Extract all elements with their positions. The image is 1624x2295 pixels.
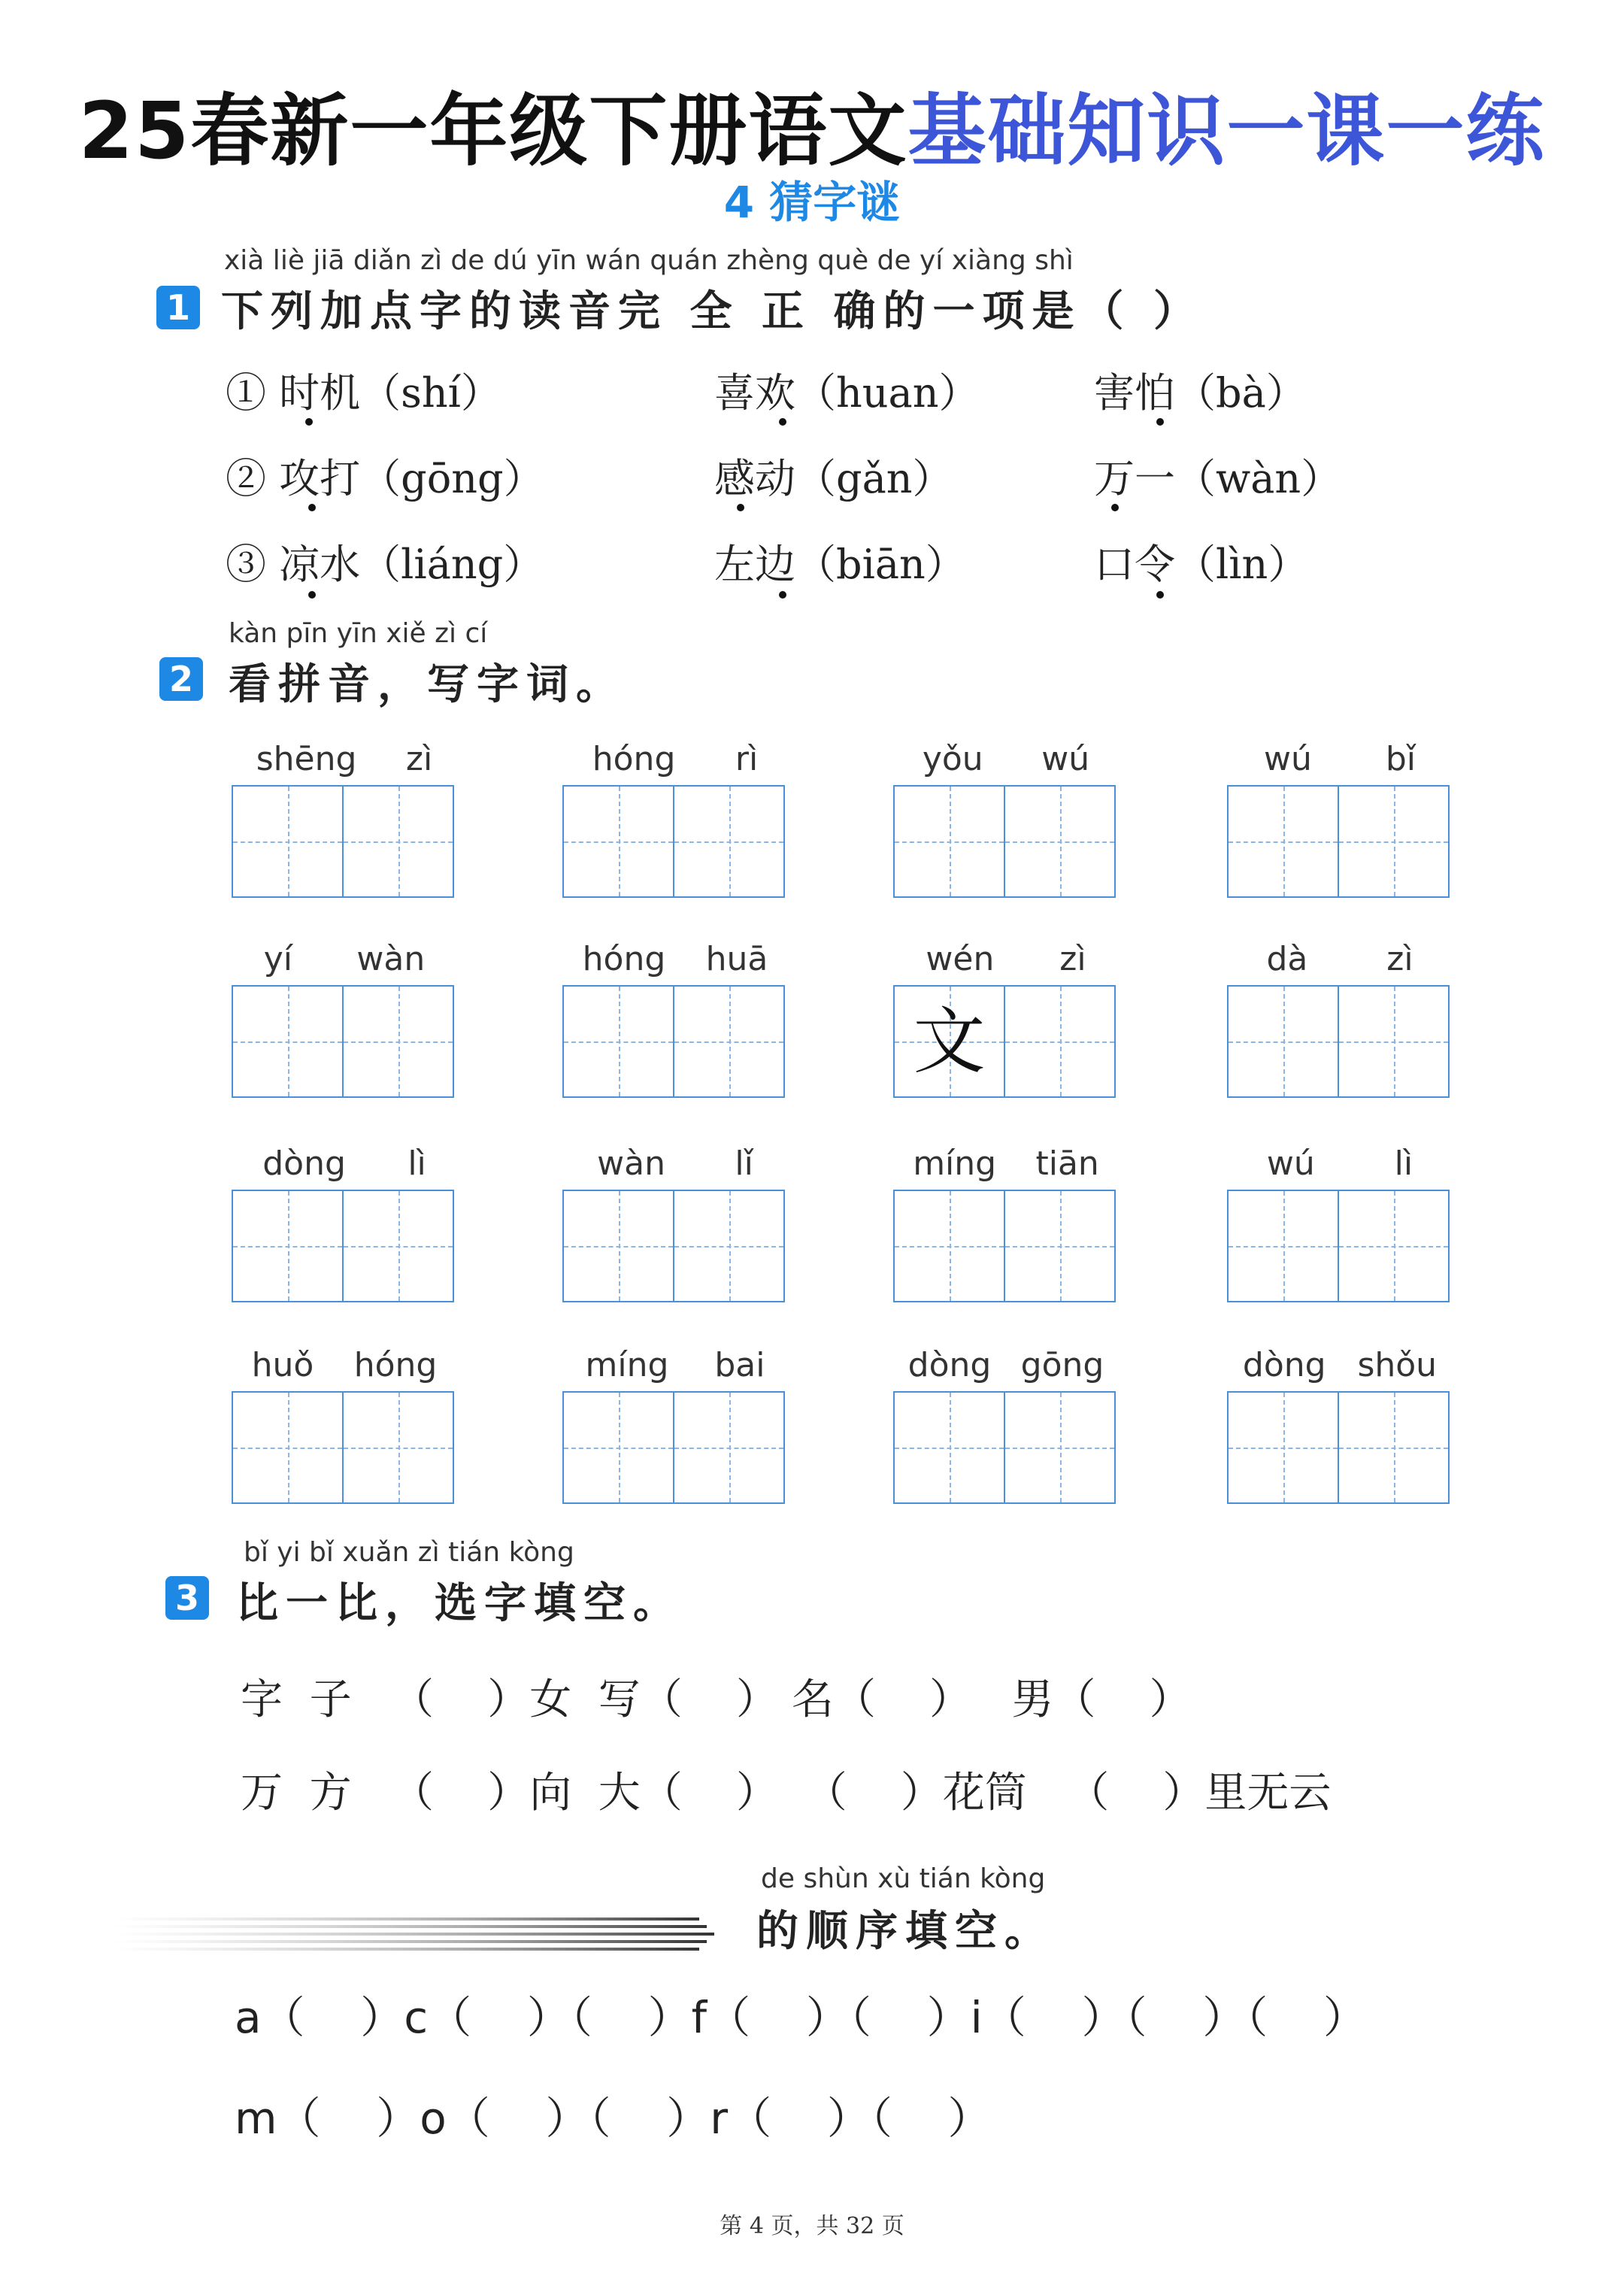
section-banner-stripes bbox=[113, 1910, 722, 1955]
pinyin-syllable-2: lǐ bbox=[735, 1144, 753, 1183]
emphasis-dot bbox=[308, 591, 316, 599]
emphasis-dot bbox=[1156, 418, 1164, 426]
writing-cell[interactable] bbox=[1005, 987, 1114, 1096]
pinyin-syllable-1: hóng bbox=[592, 740, 676, 778]
writing-cell[interactable] bbox=[344, 1393, 453, 1502]
writing-cell[interactable] bbox=[1339, 987, 1448, 1096]
title-blue-part: 基础知识一课一练 bbox=[907, 85, 1546, 177]
emphasis-dot bbox=[1111, 504, 1119, 511]
writing-cell[interactable] bbox=[1339, 1393, 1448, 1502]
emphasis-dot bbox=[779, 591, 786, 599]
writing-item bbox=[562, 1346, 788, 1504]
q3-question-text: 比一比，选字填空。 bbox=[236, 1578, 683, 1628]
item-pinyin bbox=[893, 1346, 1119, 1391]
q1-option-2b: 感动（gǎn） bbox=[714, 455, 953, 502]
writing-item bbox=[232, 1144, 457, 1302]
item-pinyin bbox=[1227, 1346, 1453, 1391]
pinyin-syllable-2: lì bbox=[1394, 1144, 1413, 1183]
writing-cell[interactable] bbox=[344, 987, 453, 1096]
emphasis-dot bbox=[779, 418, 786, 426]
writing-cell[interactable] bbox=[895, 987, 1005, 1096]
pinyin-syllable-1: huǒ bbox=[251, 1346, 314, 1384]
pinyin-syllable-1: yí bbox=[263, 940, 292, 978]
emphasis-dot bbox=[305, 418, 313, 426]
writing-cell[interactable] bbox=[674, 787, 783, 896]
writing-cell[interactable] bbox=[895, 1191, 1005, 1301]
tianzige-cells bbox=[1227, 1391, 1450, 1504]
tianzige-cells bbox=[893, 1190, 1116, 1302]
writing-cell[interactable] bbox=[674, 1191, 783, 1301]
q4-alphabet-line-2: m（ ）o（ ）（ ）r（ ）（ ） bbox=[235, 2093, 992, 2144]
pinyin-syllable-1: dòng bbox=[907, 1346, 992, 1384]
q1-number-badge: 1 bbox=[156, 286, 200, 329]
q1-option-3b: 左边（biān） bbox=[714, 541, 966, 588]
tianzige-cells bbox=[232, 985, 454, 1098]
pinyin-syllable-2: gōng bbox=[1020, 1346, 1104, 1384]
q4-alphabet-line-1: a（ ）c（ ）（ ）f（ ）（ ）i（ ）（ ）（ ） bbox=[235, 1992, 1367, 2043]
writing-item bbox=[1227, 940, 1453, 1098]
pinyin-syllable-2: lì bbox=[408, 1144, 426, 1183]
pinyin-syllable-2: zì bbox=[405, 740, 433, 778]
writing-item bbox=[232, 740, 457, 898]
item-pinyin bbox=[562, 940, 788, 985]
pinyin-syllable-1: dòng bbox=[262, 1144, 346, 1183]
writing-cell[interactable] bbox=[674, 987, 783, 1096]
q1-question-text: 下列加点字的读音完 全 正 确的一项是（ ） bbox=[221, 286, 1203, 336]
item-pinyin bbox=[1227, 940, 1453, 985]
writing-item bbox=[1227, 1144, 1453, 1302]
pinyin-syllable-2: zì bbox=[1059, 940, 1086, 978]
writing-item bbox=[232, 1346, 457, 1504]
q4-pinyin: de shùn xù tián kòng bbox=[761, 1863, 1046, 1894]
pinyin-syllable-1: dòng bbox=[1242, 1346, 1326, 1384]
writing-cell[interactable] bbox=[564, 1393, 674, 1502]
item-pinyin bbox=[562, 1346, 788, 1391]
writing-cell[interactable] bbox=[344, 1191, 453, 1301]
writing-cell[interactable] bbox=[1005, 787, 1114, 896]
q3-fill-line-1: 字 子 （ ）女 写（ ） 名（ ） 男（ ） bbox=[241, 1675, 1192, 1724]
item-pinyin bbox=[1227, 1144, 1453, 1190]
q3-fill-line-2: 万 方 （ ）向 大（ ） （ ）花筒 （ ）里无云 bbox=[241, 1769, 1332, 1818]
pinyin-syllable-2: zì bbox=[1386, 940, 1413, 978]
writing-cell[interactable] bbox=[233, 787, 344, 896]
writing-item bbox=[1227, 740, 1453, 898]
item-pinyin bbox=[562, 1144, 788, 1190]
pinyin-syllable-2: tiān bbox=[1035, 1144, 1099, 1183]
item-pinyin bbox=[232, 1346, 457, 1391]
page-title bbox=[0, 68, 1624, 180]
pinyin-syllable-1: yǒu bbox=[922, 740, 983, 778]
q1-option-3a: ③ 凉水（liáng） bbox=[226, 541, 544, 588]
item-pinyin bbox=[1227, 740, 1453, 785]
writing-item bbox=[893, 1144, 1119, 1302]
tianzige-cells bbox=[562, 1391, 785, 1504]
pinyin-syllable-2: bǐ bbox=[1385, 740, 1416, 778]
emphasis-dot bbox=[737, 504, 744, 511]
title-black-part: 25春新一年级下册语文 bbox=[78, 85, 908, 177]
q4-question-text: 的顺序填空。 bbox=[756, 1906, 1054, 1956]
writing-cell[interactable] bbox=[1339, 787, 1448, 896]
q1-option-2c: 万一（wàn） bbox=[1094, 455, 1342, 502]
writing-cell[interactable] bbox=[233, 1393, 344, 1502]
writing-item bbox=[893, 740, 1119, 898]
item-pinyin bbox=[232, 1144, 457, 1190]
tianzige-cells bbox=[562, 785, 785, 898]
q1-option-2a: ② 攻打（gōng） bbox=[226, 455, 544, 502]
writing-cell[interactable] bbox=[1005, 1393, 1114, 1502]
q2-pinyin: kàn pīn yīn xiě zì cí bbox=[229, 618, 488, 649]
writing-cell[interactable] bbox=[1005, 1191, 1114, 1301]
writing-item bbox=[1227, 1346, 1453, 1504]
q2-number-badge: 2 bbox=[159, 657, 203, 701]
tianzige-cells bbox=[562, 985, 785, 1098]
q1-pinyin: xià liè jiā diǎn zì de dú yīn wán quán zhèng què de yí xiàng shì bbox=[224, 245, 1074, 276]
q1-option-1b: 喜欢（huan） bbox=[714, 369, 980, 417]
writing-item bbox=[562, 740, 788, 898]
item-pinyin bbox=[562, 740, 788, 785]
writing-cell[interactable] bbox=[564, 1191, 674, 1301]
item-pinyin bbox=[893, 940, 1119, 985]
writing-cell[interactable] bbox=[1229, 1191, 1339, 1301]
pinyin-syllable-1: wú bbox=[1266, 1144, 1315, 1183]
q1-option-1c: 害怕（bà） bbox=[1094, 369, 1307, 417]
q1-option-3c: 口令（lìn） bbox=[1094, 541, 1309, 588]
pinyin-syllable-1: wàn bbox=[597, 1144, 666, 1183]
writing-cell[interactable] bbox=[233, 1191, 344, 1301]
tianzige-cells bbox=[232, 785, 454, 898]
tianzige-cells bbox=[232, 1391, 454, 1504]
writing-cell[interactable] bbox=[564, 987, 674, 1096]
q3-number-badge: 3 bbox=[165, 1576, 209, 1620]
pinyin-syllable-2: hóng bbox=[353, 1346, 438, 1384]
emphasis-dot bbox=[1156, 591, 1164, 599]
writing-cell[interactable] bbox=[1229, 1393, 1339, 1502]
item-pinyin bbox=[893, 1144, 1119, 1190]
pinyin-syllable-2: wú bbox=[1041, 740, 1090, 778]
lesson-subtitle: 4 猜字谜 bbox=[723, 177, 901, 228]
pinyin-syllable-2: wàn bbox=[356, 940, 426, 978]
writing-item bbox=[562, 940, 788, 1098]
pinyin-syllable-2: rì bbox=[735, 740, 759, 778]
q2-question-text: 看拼音，写字词。 bbox=[229, 659, 626, 709]
tianzige-cells bbox=[1227, 985, 1450, 1098]
pinyin-syllable-1: hóng bbox=[582, 940, 666, 978]
writing-cell[interactable] bbox=[233, 987, 344, 1096]
page-number: 第 4 页，共 32 页 bbox=[720, 2213, 904, 2239]
pinyin-syllable-1: dà bbox=[1266, 940, 1308, 978]
tianzige-cells bbox=[893, 1391, 1116, 1504]
tianzige-cells bbox=[893, 785, 1116, 898]
writing-cell[interactable] bbox=[1339, 1191, 1448, 1301]
pinyin-syllable-1: míng bbox=[913, 1144, 997, 1183]
tianzige-cells bbox=[232, 1190, 454, 1302]
item-pinyin bbox=[232, 740, 457, 785]
item-pinyin bbox=[232, 940, 457, 985]
q3-pinyin: bǐ yi bǐ xuǎn zì tián kòng bbox=[244, 1537, 574, 1568]
pinyin-syllable-1: shēng bbox=[256, 740, 357, 778]
tianzige-cells bbox=[1227, 1190, 1450, 1302]
tianzige-cells bbox=[562, 1190, 785, 1302]
tianzige-cells bbox=[893, 985, 1116, 1098]
tianzige-cells bbox=[1227, 785, 1450, 898]
pinyin-syllable-1: míng bbox=[585, 1346, 669, 1384]
cell-character: 文 bbox=[913, 999, 986, 1084]
pinyin-syllable-1: wú bbox=[1263, 740, 1312, 778]
writing-item bbox=[893, 940, 1119, 1098]
writing-item bbox=[232, 940, 457, 1098]
item-pinyin bbox=[893, 740, 1119, 785]
writing-cell[interactable] bbox=[674, 1393, 783, 1502]
writing-cell[interactable] bbox=[564, 787, 674, 896]
pinyin-syllable-2: huā bbox=[705, 940, 768, 978]
writing-cell[interactable] bbox=[895, 1393, 1005, 1502]
writing-cell[interactable] bbox=[1229, 987, 1339, 1096]
writing-item bbox=[562, 1144, 788, 1302]
emphasis-dot bbox=[308, 504, 316, 511]
q1-option-1a: ① 时机（shí） bbox=[226, 369, 501, 417]
writing-cell[interactable] bbox=[1229, 787, 1339, 896]
writing-cell[interactable] bbox=[895, 787, 1005, 896]
pinyin-syllable-1: wén bbox=[926, 940, 995, 978]
writing-cell[interactable] bbox=[344, 787, 453, 896]
writing-item bbox=[893, 1346, 1119, 1504]
pinyin-syllable-2: bai bbox=[714, 1346, 765, 1384]
pinyin-syllable-2: shǒu bbox=[1357, 1346, 1438, 1384]
